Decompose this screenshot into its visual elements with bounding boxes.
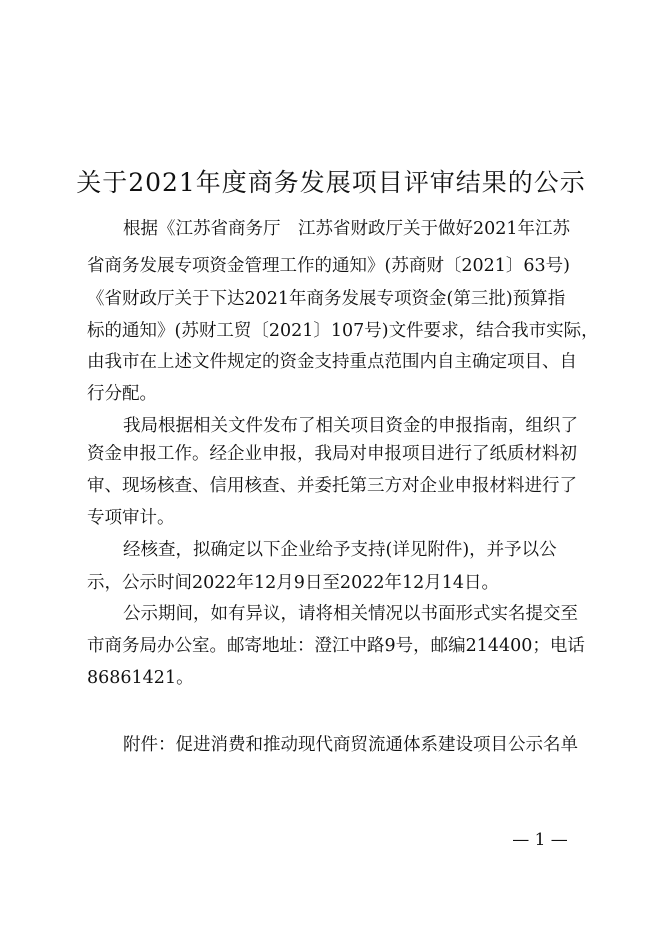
paragraph-4-line-1: 公示期间，如有异议，请将相关情况以书面形式实名提交至	[123, 604, 578, 624]
paragraph-3-line-2: 示，公示时间2022年12月9日至2022年12月14日。	[87, 573, 500, 593]
paragraph-3-line-1: 经核查，拟确定以下企业给予支持(详见附件)，并予以公	[123, 540, 557, 560]
paragraph-1-line-4: 标的通知》(苏财工贸〔2021〕107号)文件要求，结合我市实际，	[87, 321, 599, 341]
paragraph-2-line-4: 专项审计。	[87, 508, 175, 528]
page-number: — 1 —	[512, 830, 568, 850]
paragraph-1-line-2: 省商务发展专项资金管理工作的通知》(苏商财〔2021〕63号)	[87, 256, 570, 276]
paragraph-2-line-3: 审、现场核查、信用核查、并委托第三方对企业申报材料进行了	[87, 476, 577, 496]
paragraph-1-line-3: 《省财政厅关于下达2021年商务发展专项资金(第三批)预算指	[87, 289, 566, 309]
paragraph-4-line-3: 86861421。	[87, 668, 194, 688]
document-title: 关于2021年度商务发展项目评审结果的公示	[76, 168, 586, 197]
paragraph-2-line-1: 我局根据相关文件发布了相关项目资金的申报指南，组织了	[123, 416, 578, 436]
attachment-note: 附件：促进消费和推动现代商贸流通体系建设项目公示名单	[123, 735, 578, 755]
paragraph-2-line-2: 资金申报工作。经企业申报，我局对申报项目进行了纸质材料初	[87, 444, 577, 464]
paragraph-4-line-2: 市商务局办公室。邮寄地址：澄江中路9号，邮编214400；电话	[87, 636, 585, 656]
paragraph-1-line-5: 由我市在上述文件规定的资金支持重点范围内自主确定项目、自	[87, 352, 577, 372]
paragraph-1-line-1: 根据《江苏省商务厅 江苏省财政厅关于做好2021年江苏	[123, 219, 571, 239]
paragraph-1-line-6: 行分配。	[87, 384, 157, 404]
